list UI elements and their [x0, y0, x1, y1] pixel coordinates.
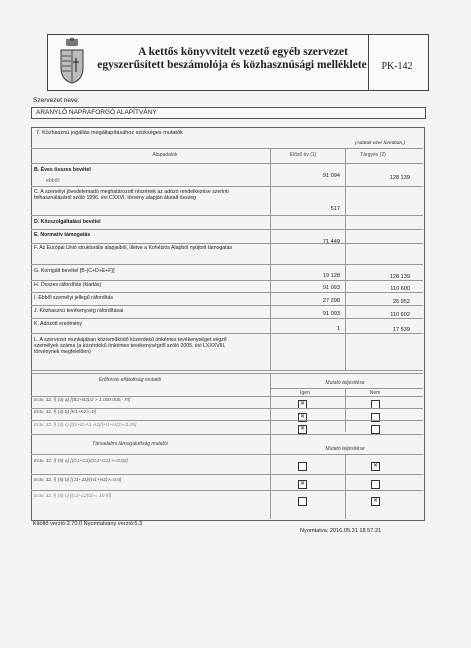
- yes-header: Igen: [300, 390, 310, 396]
- row-g-prev: 19 128: [322, 273, 340, 279]
- organization-name: ARANYLÓ NAPRAFORGÓ ALAPÍTVÁNY: [36, 109, 157, 116]
- form-code: PK-142: [381, 61, 413, 72]
- row-divider: [31, 396, 423, 397]
- row-divider: [31, 215, 423, 216]
- row-divider: [31, 305, 423, 306]
- row-label-j: J. Közhasznú tevékenység ráfordításai: [34, 308, 124, 314]
- row-label-h: H. Összes ráfordítás (kiadás): [34, 282, 102, 288]
- footer-version: Kitöltő verzió:2.70.0 Nyomtatvány verzió:5.3: [33, 521, 143, 527]
- row-divider: [31, 373, 423, 374]
- row-j-prev: 91 093: [322, 311, 340, 317]
- row-label-ebbol: ebből:: [46, 178, 61, 184]
- checkbox-5c-no[interactable]: ✕: [372, 498, 379, 504]
- column-divider: [270, 373, 271, 519]
- organization-label: Szervezet neve:: [33, 97, 80, 104]
- row-divider: [31, 490, 423, 491]
- row-divider: [31, 280, 423, 281]
- row-h-prev: 91 093: [322, 285, 340, 291]
- column-divider: [345, 148, 346, 370]
- row-divider: [31, 454, 423, 455]
- row-divider: [31, 333, 423, 334]
- row-k-curr: 17 539: [392, 327, 410, 333]
- row-divider: [31, 434, 423, 435]
- support-header: Társadalmi támogatottság mutatói: [92, 441, 168, 447]
- criterion-4b: Ectv. 32. § (4) b) [K1+K2>=0]: [34, 410, 96, 415]
- resources-header: Erőforrás ellátottság mutatói: [98, 377, 162, 383]
- resources-result-header: Mutató teljesítése: [325, 380, 365, 386]
- row-divider: [31, 264, 423, 265]
- row-label-e: E. Normatív támogatás: [34, 232, 91, 238]
- checkbox-4c-no[interactable]: [371, 425, 380, 434]
- row-divider: [31, 229, 423, 230]
- column-divider: [345, 388, 346, 432]
- checkbox-5a-no[interactable]: ✕: [372, 463, 379, 469]
- row-divider: [31, 370, 423, 371]
- no-header: Nem: [369, 390, 381, 396]
- row-label-c: C. A személyi jövedelemadó meghatározott részének az adózó rendelkezése szerinti felhasználásáról szóló 1996. évi CXXVI. törvény alapján átutalt összeg: [34, 189, 229, 202]
- row-k-prev: 1: [336, 326, 340, 332]
- column-divider: [345, 454, 346, 519]
- checkbox-5b-no[interactable]: [371, 480, 380, 489]
- checkbox-4c-yes[interactable]: ✕: [299, 426, 306, 432]
- row-divider: [31, 408, 423, 409]
- coat-of-arms-icon: [58, 38, 86, 84]
- form-title-line1: A kettős könyvvitelt vezető egyéb szervezet: [138, 46, 348, 58]
- row-i-prev: 27 298: [322, 298, 340, 304]
- checkbox-5c-yes[interactable]: [298, 497, 307, 506]
- row-label-l: L. A szervezet munkájában közreműködő közérdekű önkéntes tevékenységet végző személyek száma (a közérdekű önkéntes tevékenységről szóló 2005. évi LXXXVIII. törvénynek megfelelően): [34, 337, 227, 356]
- row-b-curr: 128 139: [389, 175, 410, 181]
- criterion-4a: Ectv. 32. § (4) a) [(B1+B2)/2 > 1.000.000,- Ft]: [34, 398, 131, 403]
- row-divider: [31, 243, 423, 244]
- unit-note: (Adatok ezer forintban.): [355, 141, 406, 146]
- support-result-header: Mutató teljesítése: [325, 446, 365, 452]
- row-b-prev: 91 094: [322, 173, 340, 179]
- criterion-5a: Ectv. 32. § (5) a) [(C1+C2)/(G1+G2) >=0,02]: [34, 459, 128, 464]
- row-divider: [31, 163, 423, 164]
- row-j-curr: 110 602: [390, 312, 410, 318]
- criterion-5b: Ectv. 32. § (5) b) [(J1+J2)/(H1+H2)>=0,5]: [34, 478, 122, 483]
- row-i-curr: 25 952: [392, 299, 410, 305]
- criterion-4c: Ectv. 32. § (4) c) [(I1+I2-A1-A2)/(H1+H2)>=0,25]: [34, 423, 137, 428]
- row-divider: [31, 474, 423, 475]
- row-h-curr: 110 600: [390, 286, 410, 292]
- footer-print-date: Nyomtatva: 2016.05.31 18.57.21: [300, 528, 382, 534]
- column-header-base: Alapadatok: [152, 152, 178, 158]
- column-header-curr: Tárgyév (2): [360, 152, 386, 158]
- checkbox-5a-yes[interactable]: [298, 462, 307, 471]
- column-header-prev: Előző év (1): [289, 152, 317, 158]
- row-label-f: F. Az Európai Unió strukturális alapjaiból, illetve a Kohéziós Alapból nyújtott támogatás: [34, 245, 233, 251]
- row-label-i: I. Ebből személyi jellegű ráfordítás: [34, 295, 114, 301]
- row-divider: [270, 388, 423, 389]
- row-divider: [31, 420, 423, 421]
- criterion-5c: Ectv. 32. § (5) c) [(L1+L2)/2>= 10 fő]: [34, 494, 112, 499]
- row-label-k: K. Adózott eredmény: [34, 321, 83, 327]
- checkbox-5b-yes[interactable]: ✕: [299, 481, 306, 487]
- row-divider: [31, 148, 423, 149]
- row-divider: [31, 318, 423, 319]
- row-label-g: G. Korrigált bevétel [B-(C+D+E+F)]: [34, 268, 115, 274]
- checkbox-4a-yes[interactable]: ✕: [299, 401, 306, 407]
- row-label-d: D. Közszolgáltatási bevétel: [34, 219, 101, 225]
- row-divider: [31, 186, 423, 187]
- row-e-prev: 71 449: [322, 239, 340, 245]
- row-label-b: B. Éves összes bevétel: [34, 167, 91, 173]
- form-title-line2: egyszerűsített beszámolója és közhasznúsági melléklete: [97, 59, 367, 71]
- row-c-prev: 517: [330, 206, 340, 212]
- section-title: 7. Közhasznú jogállás megállapításához szükséges mutatók: [36, 130, 183, 136]
- header-divider: [368, 34, 369, 91]
- checkbox-4b-yes[interactable]: ✕: [299, 414, 306, 420]
- row-g-curr: 128 139: [389, 274, 410, 280]
- row-divider: [31, 292, 423, 293]
